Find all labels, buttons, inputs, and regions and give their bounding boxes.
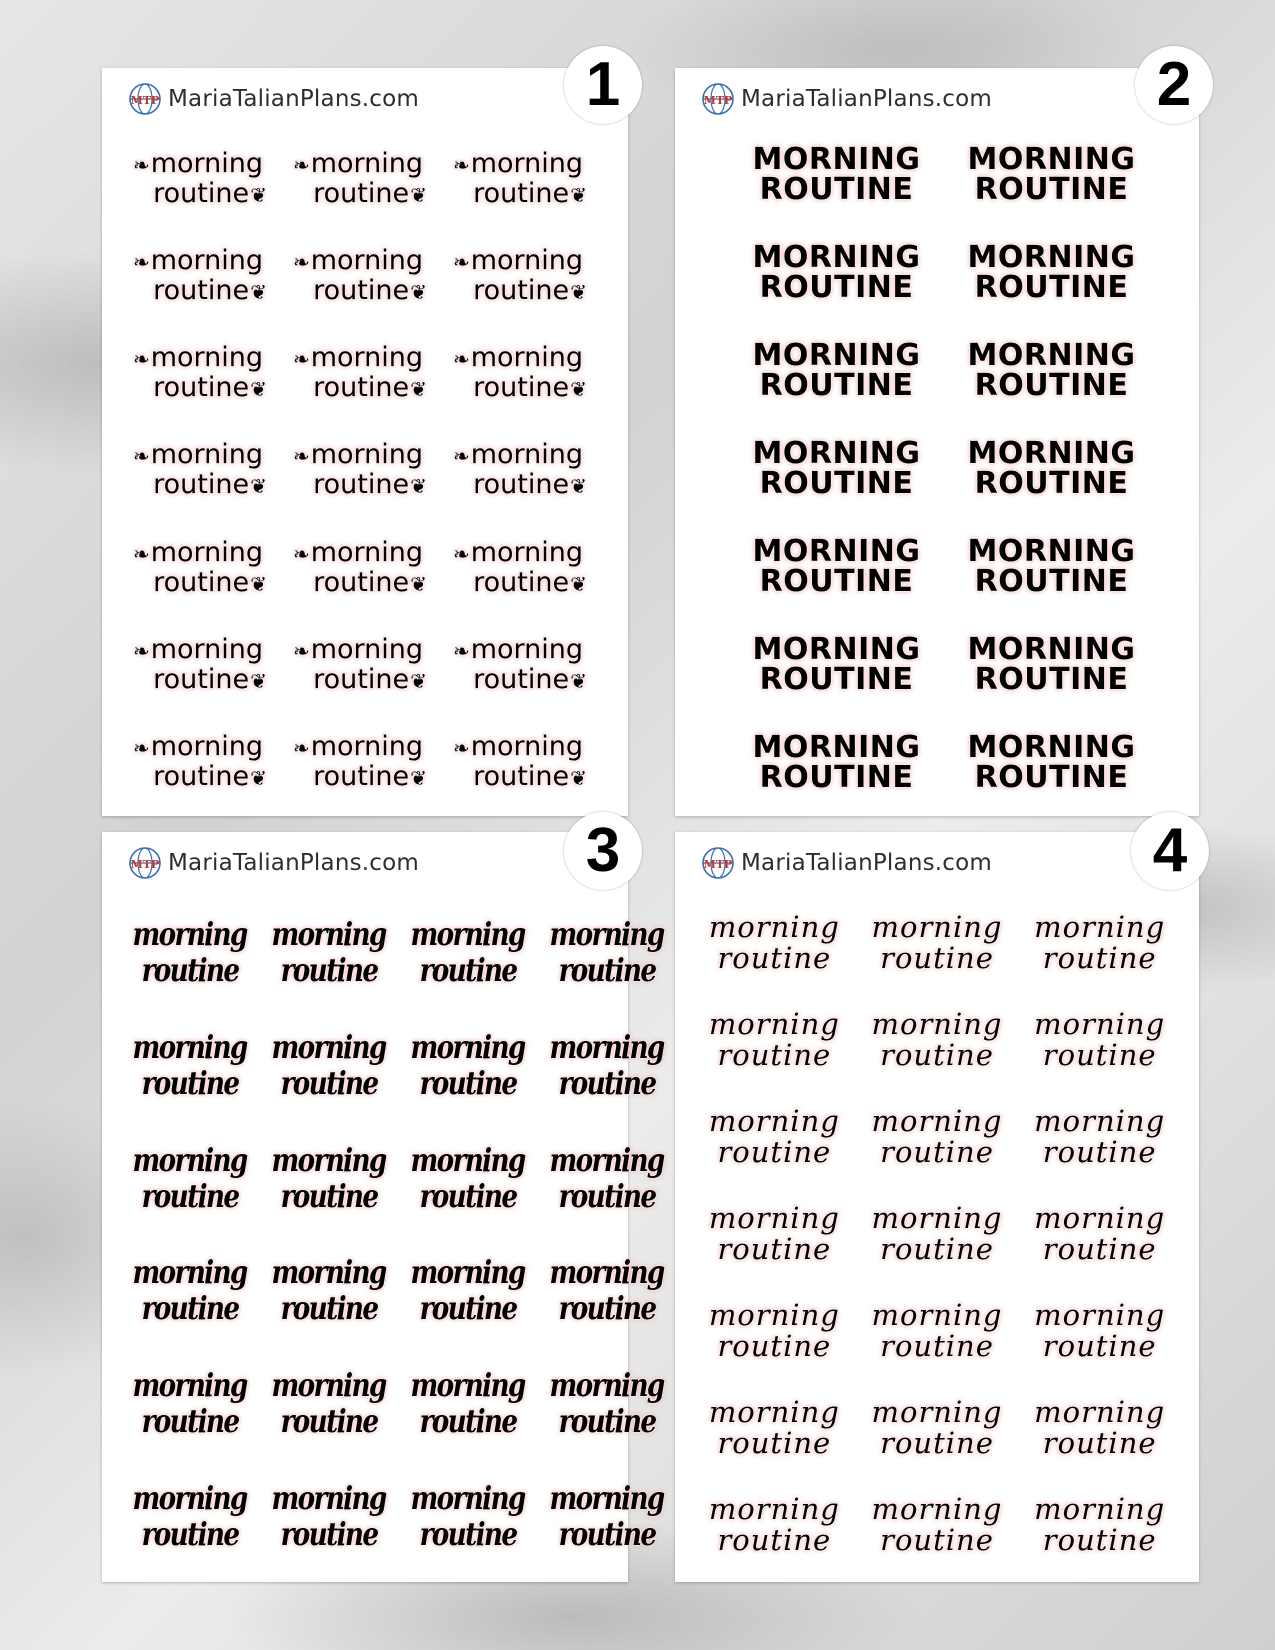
- sticker-line-1: MORNING: [967, 142, 1136, 177]
- sticker: [444, 421, 604, 518]
- brand: [701, 846, 992, 880]
- sticker-line-2: routine ❦: [153, 374, 267, 401]
- sticker-line-1: morning: [132, 1027, 247, 1066]
- sticker-line-1: morning: [271, 1140, 386, 1179]
- sticker-sheet-2: [675, 50, 1199, 816]
- sticker-line-2: routine: [419, 1289, 517, 1328]
- sticker: [124, 713, 284, 810]
- sticker-line-2: ROUTINE: [759, 466, 914, 501]
- sticker: [944, 224, 1159, 322]
- sticker: [537, 1459, 676, 1572]
- sticker: [537, 896, 676, 1009]
- sticker: [729, 518, 944, 616]
- sticker-line-2: routine: [141, 1063, 238, 1102]
- sticker: [444, 713, 604, 810]
- sticker: [444, 130, 604, 227]
- sticker-line-2: routine ❦: [313, 471, 427, 498]
- sticker: [693, 1283, 856, 1380]
- sticker: [729, 714, 944, 812]
- sticker-line-2: ROUTINE: [974, 466, 1129, 501]
- sticker-line-2: routine: [717, 1037, 832, 1072]
- sticker-line-1: morning: [708, 1492, 840, 1527]
- sticker-line-1: morning: [271, 1253, 386, 1292]
- sticker: [856, 1185, 1019, 1282]
- sticker: [693, 1380, 856, 1477]
- sticker-line-2: ROUTINE: [974, 760, 1129, 795]
- sticker-line-2: routine: [280, 1063, 378, 1102]
- brand: [128, 82, 419, 116]
- sticker: [124, 324, 284, 421]
- sticker: [120, 1009, 259, 1122]
- sticker-line-1: ❧ morning: [133, 733, 263, 760]
- sticker: [120, 896, 259, 1009]
- sticker-line-1: ❧ morning: [453, 733, 583, 760]
- brand-text: MariaTalianPlans.com: [741, 850, 993, 876]
- sticker-line-2: routine ❦: [313, 666, 427, 693]
- sticker-line-2: routine: [717, 1329, 832, 1364]
- sticker-line-1: morning: [708, 1006, 840, 1041]
- sticker-sheet-4: [675, 816, 1199, 1582]
- globe-logo-icon: [701, 846, 735, 880]
- sticker-line-1: morning: [549, 915, 664, 954]
- sticker-line-1: morning: [708, 1298, 840, 1333]
- sticker-line-1: ❧ morning: [453, 636, 583, 663]
- sticker: [259, 896, 398, 1009]
- sticker-line-1: morning: [132, 1478, 247, 1517]
- sticker: [693, 1185, 856, 1282]
- sticker-line-1: MORNING: [752, 534, 921, 569]
- sticker-sheet-1: [102, 50, 628, 816]
- sticker-line-1: MORNING: [752, 730, 921, 765]
- sticker-line-1: MORNING: [752, 142, 921, 177]
- sticker-line-2: routine ❦: [473, 374, 587, 401]
- sticker: [284, 227, 444, 324]
- sticker: [398, 1347, 537, 1460]
- sticker-line-2: routine: [880, 1037, 994, 1072]
- sticker: [729, 616, 944, 714]
- sticker-line-2: ROUTINE: [759, 368, 914, 403]
- sticker-line-1: morning: [708, 909, 840, 944]
- sticker-line-2: routine: [1042, 1231, 1157, 1266]
- sticker-line-2: routine: [880, 1231, 994, 1266]
- sticker-line-1: morning: [871, 1103, 1003, 1138]
- sheet-number-badge: 3: [564, 812, 642, 890]
- sticker-line-2: routine ❦: [473, 471, 587, 498]
- sticker: [124, 616, 284, 713]
- sticker: [284, 713, 444, 810]
- sticker-line-2: routine: [717, 940, 832, 975]
- sticker-line-2: routine: [419, 1063, 517, 1102]
- sticker-line-1: morning: [871, 1492, 1003, 1527]
- globe-logo-icon: [128, 846, 162, 880]
- sticker-line-2: routine: [558, 1289, 656, 1328]
- brand: [701, 82, 992, 116]
- sticker: [259, 1459, 398, 1572]
- svg-text:MTP: MTP: [703, 858, 733, 871]
- sticker-grid: [693, 894, 1181, 1574]
- sticker: [693, 894, 856, 991]
- sticker: [1018, 1283, 1181, 1380]
- sticker: [444, 616, 604, 713]
- sticker-line-1: MORNING: [967, 436, 1136, 471]
- sticker: [120, 1459, 259, 1572]
- svg-text:MTP: MTP: [703, 94, 733, 107]
- sticker-line-1: morning: [549, 1478, 664, 1517]
- sticker-line-1: MORNING: [967, 240, 1136, 275]
- sticker-line-2: routine: [1042, 1523, 1157, 1558]
- sticker-line-1: morning: [1034, 1492, 1166, 1527]
- sticker-line-1: morning: [549, 1140, 664, 1179]
- sticker-line-1: ❧ morning: [453, 441, 583, 468]
- sticker-line-1: ❧ morning: [133, 636, 263, 663]
- sticker-line-2: ROUTINE: [759, 662, 914, 697]
- svg-text:MTP: MTP: [130, 858, 160, 871]
- sticker: [259, 1347, 398, 1460]
- sticker-line-2: routine ❦: [473, 569, 587, 596]
- sticker: [284, 616, 444, 713]
- sticker-line-1: ❧ morning: [133, 539, 263, 566]
- sticker: [856, 991, 1019, 1088]
- sticker: [1018, 894, 1181, 991]
- sticker-line-1: morning: [871, 1200, 1003, 1235]
- sticker-line-1: ❧ morning: [293, 539, 423, 566]
- sticker: [1018, 1088, 1181, 1185]
- sticker-line-2: routine: [717, 1426, 832, 1461]
- sticker-line-1: morning: [549, 1365, 664, 1404]
- sticker-grid: [124, 130, 604, 810]
- sticker: [537, 1009, 676, 1122]
- sticker: [856, 1477, 1019, 1574]
- sticker: [944, 616, 1159, 714]
- sticker: [856, 1380, 1019, 1477]
- sticker: [944, 420, 1159, 518]
- sticker: [729, 224, 944, 322]
- sticker: [124, 519, 284, 616]
- sticker-line-1: MORNING: [752, 632, 921, 667]
- sticker-line-1: MORNING: [752, 338, 921, 373]
- sticker-line-2: routine: [1042, 1037, 1157, 1072]
- sticker-line-2: ROUTINE: [974, 564, 1129, 599]
- sticker: [856, 894, 1019, 991]
- sticker: [944, 126, 1159, 224]
- sticker-line-2: routine: [558, 1401, 656, 1440]
- sticker-line-2: ROUTINE: [759, 564, 914, 599]
- sticker: [729, 126, 944, 224]
- sticker: [259, 1009, 398, 1122]
- sticker-sheet-3: [102, 816, 664, 1582]
- sticker: [124, 130, 284, 227]
- sticker: [398, 1234, 537, 1347]
- sticker-line-2: routine ❦: [313, 277, 427, 304]
- sticker-line-2: routine: [558, 1176, 656, 1215]
- sticker-line-1: ❧ morning: [293, 733, 423, 760]
- sticker: [537, 1347, 676, 1460]
- sticker-line-1: morning: [1034, 909, 1166, 944]
- sticker: [398, 1459, 537, 1572]
- sticker-line-2: routine: [419, 1176, 517, 1215]
- sticker-line-2: routine: [1042, 1329, 1157, 1364]
- sticker-grid: [729, 126, 1159, 812]
- sticker: [444, 519, 604, 616]
- sticker-line-2: ROUTINE: [974, 270, 1129, 305]
- brand: [128, 846, 419, 880]
- sticker-line-1: ❧ morning: [453, 539, 583, 566]
- sticker-line-1: ❧ morning: [293, 441, 423, 468]
- sticker: [284, 324, 444, 421]
- sticker-line-1: ❧ morning: [453, 247, 583, 274]
- sticker-line-1: morning: [549, 1253, 664, 1292]
- sticker-line-1: morning: [1034, 1395, 1166, 1430]
- sticker-line-1: MORNING: [752, 240, 921, 275]
- sticker: [259, 1234, 398, 1347]
- sticker-line-1: morning: [1034, 1103, 1166, 1138]
- sticker: [944, 714, 1159, 812]
- sheet-number-badge: 1: [564, 46, 642, 124]
- sticker: [1018, 1185, 1181, 1282]
- sticker-line-1: ❧ morning: [293, 344, 423, 371]
- sticker: [537, 1234, 676, 1347]
- sticker: [944, 518, 1159, 616]
- sticker-line-1: morning: [132, 1253, 247, 1292]
- sticker: [1018, 991, 1181, 1088]
- sticker: [693, 991, 856, 1088]
- sticker-line-2: routine ❦: [153, 666, 267, 693]
- sticker-line-2: routine: [558, 951, 656, 990]
- sticker-line-1: morning: [1034, 1298, 1166, 1333]
- sticker-line-1: morning: [708, 1395, 840, 1430]
- sticker-line-2: routine: [141, 1289, 238, 1328]
- sticker-line-1: ❧ morning: [133, 441, 263, 468]
- sticker-line-2: routine ❦: [153, 569, 267, 596]
- sticker-line-1: morning: [708, 1200, 840, 1235]
- sticker-line-2: routine ❦: [153, 180, 267, 207]
- sticker-line-2: routine: [419, 951, 517, 990]
- sticker-line-2: routine: [717, 1134, 832, 1169]
- brand-text: MariaTalianPlans.com: [168, 850, 420, 876]
- sticker-line-1: MORNING: [967, 730, 1136, 765]
- brand-text: MariaTalianPlans.com: [741, 86, 993, 112]
- sticker-line-2: routine: [880, 1329, 994, 1364]
- sticker-line-1: morning: [410, 1478, 525, 1517]
- sticker-line-2: routine: [880, 1523, 994, 1558]
- sticker: [729, 322, 944, 420]
- sticker-line-1: ❧ morning: [133, 150, 263, 177]
- sticker: [120, 1347, 259, 1460]
- sticker-line-1: morning: [871, 1006, 1003, 1041]
- sticker-line-2: routine: [419, 1401, 517, 1440]
- sticker-line-2: routine ❦: [313, 374, 427, 401]
- sticker-line-1: morning: [132, 915, 247, 954]
- sticker-line-1: ❧ morning: [293, 636, 423, 663]
- sticker-line-2: ROUTINE: [759, 760, 914, 795]
- sticker-grid: [120, 896, 664, 1572]
- sticker-line-1: morning: [410, 1365, 525, 1404]
- sticker-line-2: ROUTINE: [974, 662, 1129, 697]
- sticker: [693, 1477, 856, 1574]
- sticker: [398, 1121, 537, 1234]
- sticker-line-2: routine ❦: [153, 763, 267, 790]
- sticker: [124, 421, 284, 518]
- sticker-line-2: routine ❦: [473, 277, 587, 304]
- sticker-line-1: MORNING: [967, 534, 1136, 569]
- sticker: [120, 1234, 259, 1347]
- sticker: [124, 227, 284, 324]
- brand-text: MariaTalianPlans.com: [168, 86, 420, 112]
- sticker-line-2: routine: [717, 1231, 832, 1266]
- sticker: [537, 1121, 676, 1234]
- sticker-line-1: morning: [271, 1027, 386, 1066]
- sticker-line-1: morning: [1034, 1006, 1166, 1041]
- sticker-line-2: routine: [717, 1523, 832, 1558]
- sticker-line-2: routine ❦: [153, 277, 267, 304]
- sticker-line-2: routine: [141, 951, 238, 990]
- sticker: [284, 519, 444, 616]
- sticker: [1018, 1477, 1181, 1574]
- sticker-line-2: ROUTINE: [974, 368, 1129, 403]
- sticker: [693, 1088, 856, 1185]
- sticker-line-2: routine: [141, 1401, 238, 1440]
- sticker-line-1: morning: [708, 1103, 840, 1138]
- sticker: [284, 421, 444, 518]
- sticker-line-1: morning: [410, 915, 525, 954]
- sticker-line-1: ❧ morning: [133, 247, 263, 274]
- sticker-line-2: routine: [1042, 1134, 1157, 1169]
- sticker-line-2: routine ❦: [473, 180, 587, 207]
- sticker-line-1: morning: [271, 915, 386, 954]
- sticker-line-1: ❧ morning: [293, 150, 423, 177]
- sticker-line-1: morning: [549, 1027, 664, 1066]
- sticker-line-2: routine: [280, 1176, 378, 1215]
- sticker-line-2: routine ❦: [313, 763, 427, 790]
- sticker-line-1: morning: [410, 1253, 525, 1292]
- sticker-line-2: routine ❦: [313, 180, 427, 207]
- sticker: [444, 227, 604, 324]
- sticker: [856, 1283, 1019, 1380]
- sticker-line-1: ❧ morning: [133, 344, 263, 371]
- sticker-line-2: routine ❦: [473, 763, 587, 790]
- sticker-line-2: routine: [558, 1063, 656, 1102]
- sticker-line-2: routine: [280, 1289, 378, 1328]
- sticker-line-2: routine: [280, 951, 378, 990]
- sticker: [120, 1121, 259, 1234]
- sticker: [444, 324, 604, 421]
- sticker-line-2: ROUTINE: [759, 172, 914, 207]
- sticker-line-1: ❧ morning: [293, 247, 423, 274]
- sticker-line-2: routine ❦: [473, 666, 587, 693]
- sticker-line-2: routine: [280, 1401, 378, 1440]
- sticker-line-1: morning: [271, 1478, 386, 1517]
- sticker-line-1: morning: [271, 1365, 386, 1404]
- sticker-line-2: routine: [1042, 940, 1157, 975]
- sheet-number-badge: 2: [1135, 46, 1213, 124]
- sticker-line-1: morning: [410, 1140, 525, 1179]
- sticker: [259, 1121, 398, 1234]
- sticker-line-1: morning: [1034, 1200, 1166, 1235]
- sticker: [398, 896, 537, 1009]
- sticker-line-2: routine: [280, 1514, 378, 1553]
- sheet-number-badge: 4: [1131, 812, 1209, 890]
- sticker-line-2: routine ❦: [313, 569, 427, 596]
- sticker: [398, 1009, 537, 1122]
- sticker-line-1: morning: [871, 1298, 1003, 1333]
- globe-logo-icon: [128, 82, 162, 116]
- sticker-line-2: routine: [1042, 1426, 1157, 1461]
- sticker: [944, 322, 1159, 420]
- sticker-line-2: routine: [141, 1176, 238, 1215]
- sticker-line-1: MORNING: [967, 632, 1136, 667]
- sticker: [284, 130, 444, 227]
- globe-logo-icon: [701, 82, 735, 116]
- sticker-line-1: MORNING: [967, 338, 1136, 373]
- sticker-line-2: routine: [880, 1134, 994, 1169]
- sticker-line-2: routine: [880, 940, 994, 975]
- sticker-line-2: ROUTINE: [759, 270, 914, 305]
- sticker-line-1: morning: [410, 1027, 525, 1066]
- sticker-line-2: routine: [880, 1426, 994, 1461]
- sticker-line-1: morning: [132, 1365, 247, 1404]
- sticker-line-1: ❧ morning: [453, 150, 583, 177]
- sticker-line-2: routine: [558, 1514, 656, 1553]
- sticker-line-2: routine ❦: [153, 471, 267, 498]
- svg-text:MTP: MTP: [130, 94, 160, 107]
- sticker-line-1: ❧ morning: [453, 344, 583, 371]
- sticker-line-1: MORNING: [752, 436, 921, 471]
- sticker: [1018, 1380, 1181, 1477]
- sticker-line-2: routine: [141, 1514, 238, 1553]
- sticker-line-2: routine: [419, 1514, 517, 1553]
- sticker-line-1: morning: [871, 1395, 1003, 1430]
- sticker: [856, 1088, 1019, 1185]
- sticker-line-2: ROUTINE: [974, 172, 1129, 207]
- sticker: [729, 420, 944, 518]
- sticker-line-1: morning: [132, 1140, 247, 1179]
- sticker-line-1: morning: [871, 909, 1003, 944]
